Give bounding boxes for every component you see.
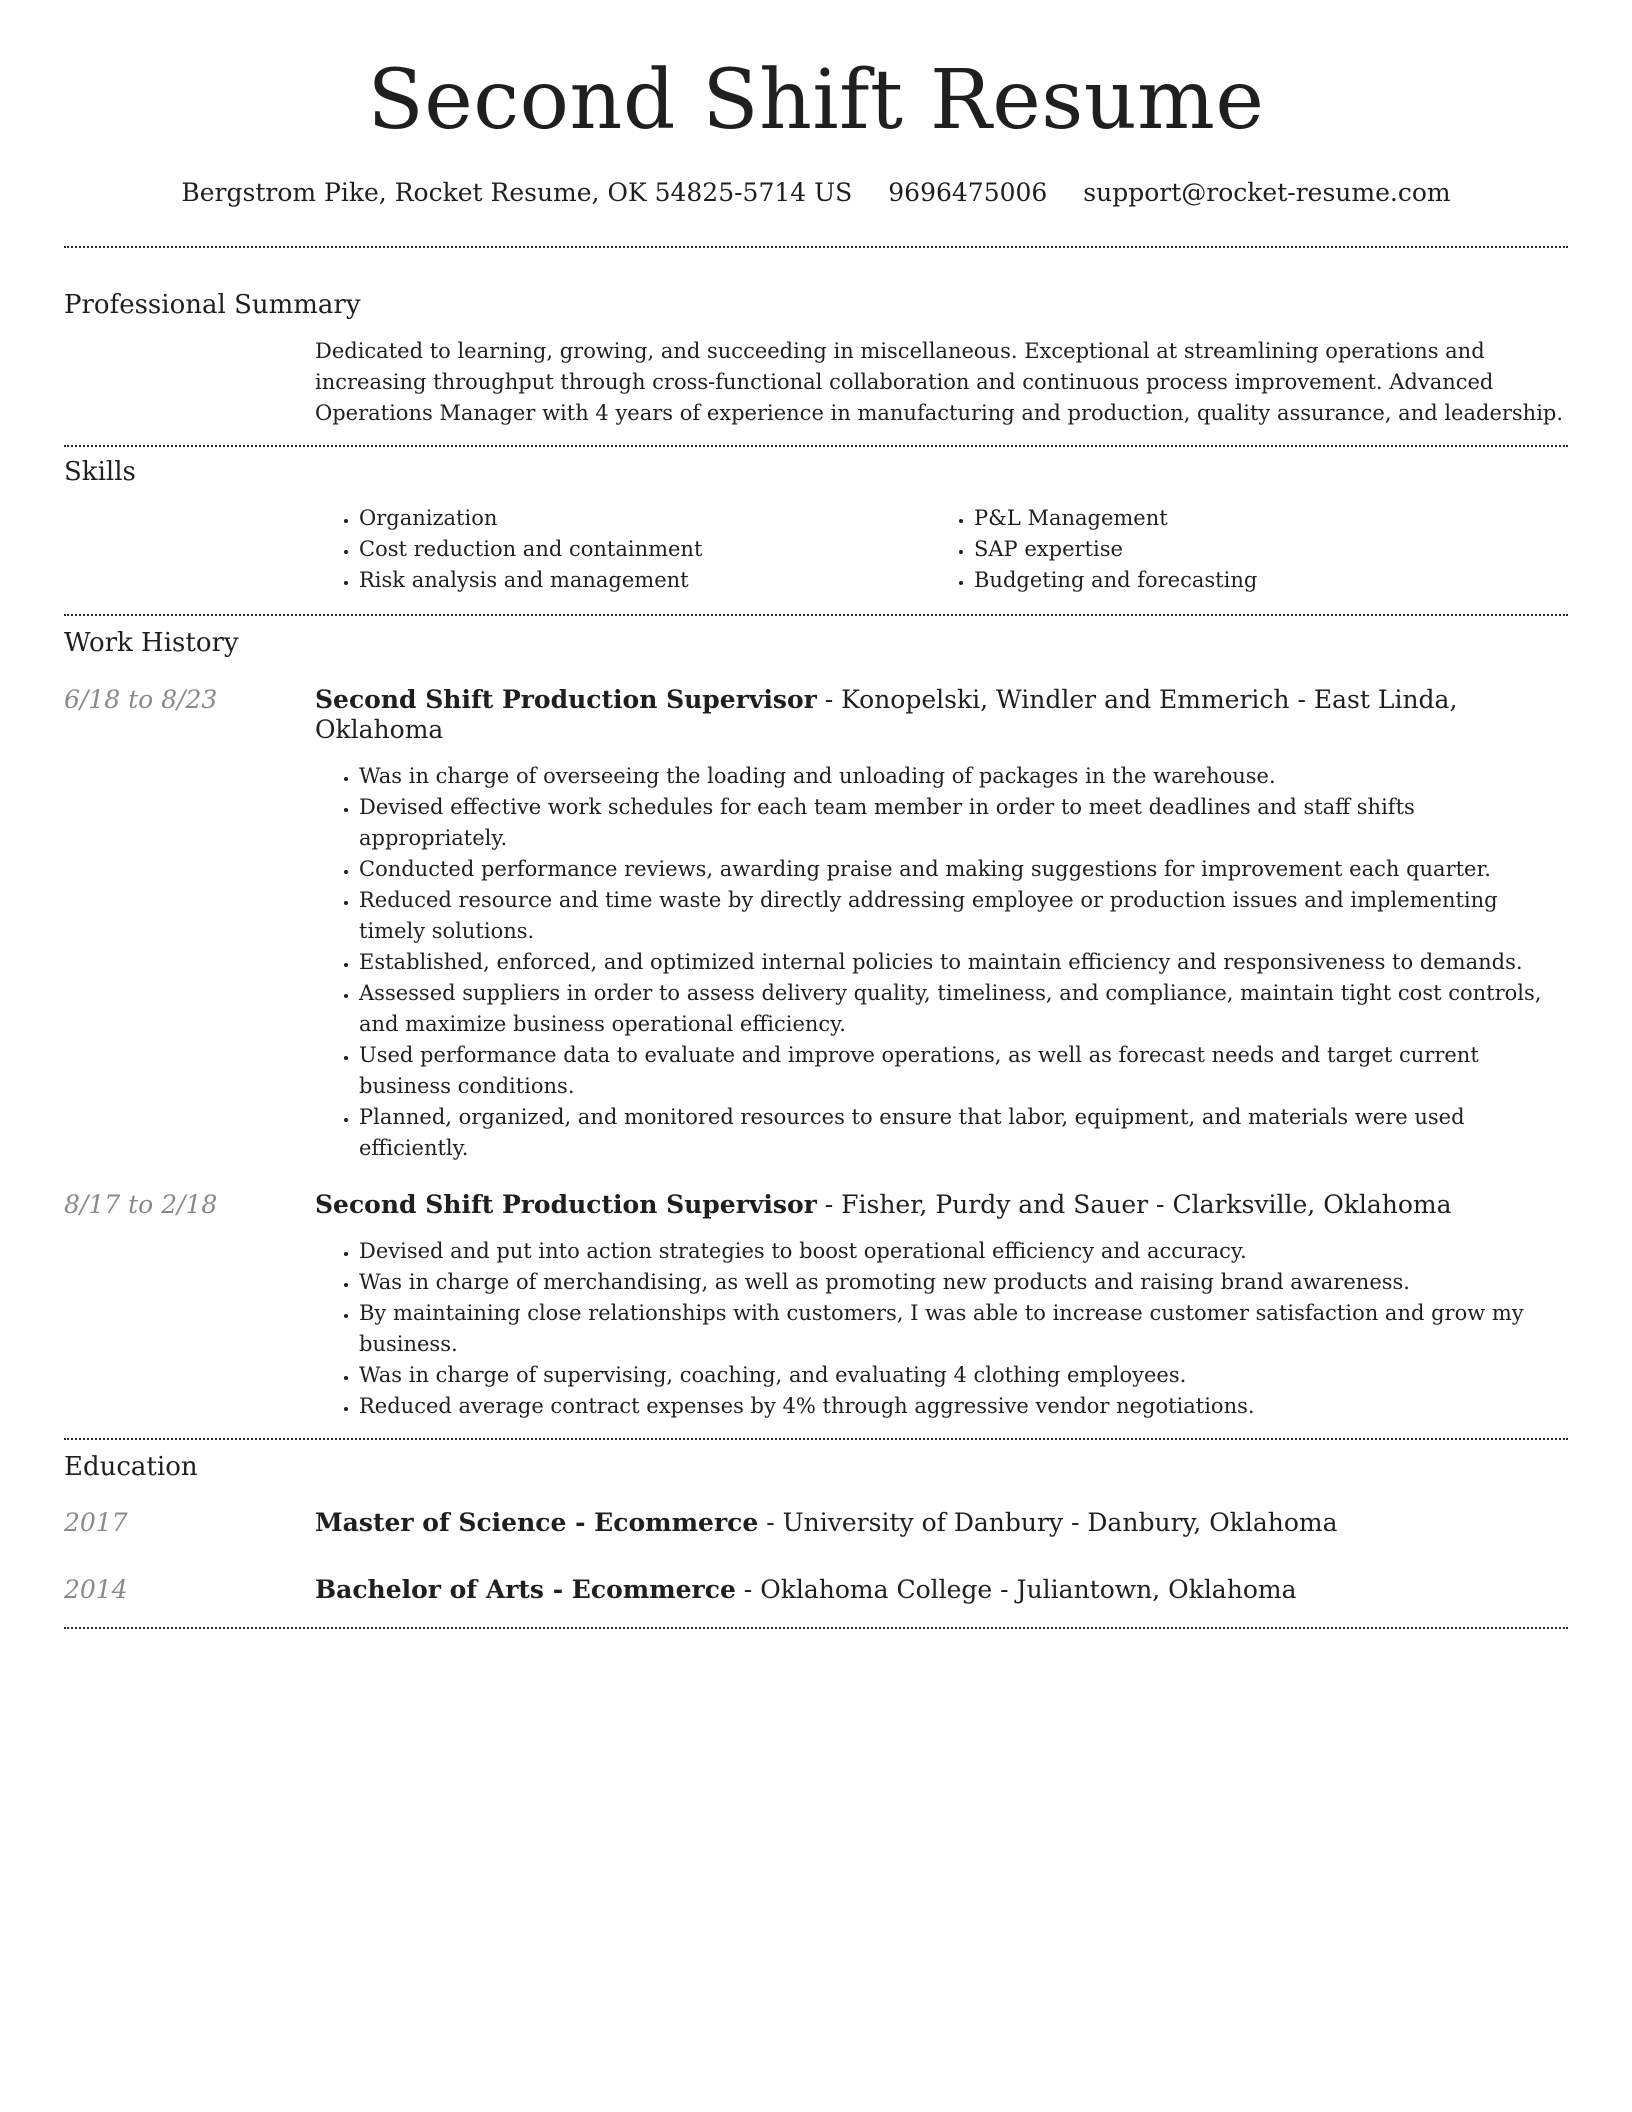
job-position: Second Shift Production Supervisor — [315, 684, 817, 714]
summary-section — [64, 290, 1568, 429]
job-duties — [315, 1236, 1568, 1422]
skill-item: • Organization — [359, 503, 930, 534]
divider — [64, 246, 1568, 248]
job-duties — [315, 761, 1568, 1164]
duty-item: • Was in charge of overseeing the loading and unloading of packages in the warehouse. — [359, 761, 1568, 792]
duty-item: • Used performance data to evaluate and improve operations, as well as forecast needs and target current business conditions. — [359, 1040, 1568, 1102]
skill-item: • SAP expertise — [974, 534, 1257, 565]
duty-item: • Reduced average contract expenses by 4% through aggressive vendor negotiations. — [359, 1391, 1568, 1422]
divider — [64, 445, 1568, 447]
skill-item: • Risk analysis and management — [359, 565, 930, 596]
education-title — [315, 1575, 1568, 1605]
job-dates: 6/18 to 8/23 — [64, 684, 218, 714]
job-entry — [64, 685, 1568, 1164]
skill-item: • Cost reduction and containment — [359, 534, 930, 565]
education-year: 2014 — [64, 1574, 128, 1604]
divider — [64, 1438, 1568, 1440]
job-dates: 8/17 to 2/18 — [64, 1189, 218, 1219]
contact-phone: 9696475006 — [888, 178, 1048, 207]
education-degree: Master of Science - Ecommerce — [315, 1507, 759, 1537]
duty-item: • Was in charge of supervising, coaching, and evaluating 4 clothing employees. — [359, 1360, 1568, 1391]
divider — [64, 1627, 1568, 1629]
contact-email: support@rocket-resume.com — [1083, 178, 1451, 207]
contact-line — [64, 178, 1568, 208]
education-school: - University of Danbury - Danbury, Oklahoma — [758, 1507, 1338, 1537]
section-title-education: Education — [64, 1451, 198, 1482]
divider — [64, 614, 1568, 616]
job-title — [315, 1190, 1568, 1220]
contact-address: Bergstrom Pike, Rocket Resume, OK 54825-5714 US — [181, 178, 853, 207]
skill-item: • Budgeting and forecasting — [974, 565, 1257, 596]
job-employer: - Konopelski, Windler and Emmerich - East Linda, Oklahoma — [315, 684, 1458, 744]
duty-item: • By maintaining close relationships with customers, I was able to increase customer satisfaction and grow my business. — [359, 1298, 1568, 1360]
job-title — [315, 685, 1568, 745]
education-section — [64, 1452, 1568, 1605]
duty-item: • Devised effective work schedules for each team member in order to meet deadlines and staff shifts appropriately. — [359, 792, 1568, 854]
education-entry — [64, 1508, 1568, 1538]
job-entry — [64, 1190, 1568, 1422]
skills-list-left — [315, 503, 930, 596]
duty-item: • Was in charge of merchandising, as well as promoting new products and raising brand awareness. — [359, 1267, 1568, 1298]
job-employer: - Fisher, Purdy and Sauer - Clarksville, Oklahoma — [816, 1189, 1452, 1219]
duty-item: • Planned, organized, and monitored resources to ensure that labor, equipment, and materials were used efficiently. — [359, 1102, 1568, 1164]
education-year: 2017 — [64, 1507, 128, 1537]
education-entry — [64, 1575, 1568, 1605]
education-degree: Bachelor of Arts - Ecommerce — [315, 1574, 736, 1604]
resume-name: Second Shift Resume — [367, 53, 1265, 148]
section-title-work-history: Work History — [64, 628, 239, 659]
education-school: - Oklahoma College - Juliantown, Oklahoma — [735, 1574, 1297, 1604]
skills-grid — [315, 503, 1568, 596]
section-title-skills: Skills — [64, 457, 136, 488]
duty-item: • Assessed suppliers in order to assess delivery quality, timeliness, and compliance, maintain tight cost controls, and maximize business operational efficiency. — [359, 978, 1568, 1040]
education-title — [315, 1508, 1568, 1538]
skills-section — [64, 457, 1568, 596]
summary-text: Dedicated to learning, growing, and succeeding in miscellaneous. Exceptional at streamlining operations and increasing throughput through cross-functional collaboration and continuous process improvement. Advanced Operations Manager with 4 years of experience in manufacturing and production, quality assurance, and leadership. — [315, 339, 1564, 426]
duty-item: • Devised and put into action strategies to boost operational efficiency and accuracy. — [359, 1236, 1568, 1267]
skill-item: • P&L Management — [974, 503, 1257, 534]
section-title-summary: Professional Summary — [64, 290, 361, 320]
duty-item: • Conducted performance reviews, awarding praise and making suggestions for improvement each quarter. — [359, 854, 1568, 885]
skills-list-right — [930, 503, 1257, 596]
duty-item: • Reduced resource and time waste by directly addressing employee or production issues and implementing timely solutions. — [359, 885, 1568, 947]
work-history-section — [64, 628, 1568, 1421]
duty-item: • Established, enforced, and optimized internal policies to maintain efficiency and responsiveness to demands. — [359, 947, 1568, 978]
job-position: Second Shift Production Supervisor — [315, 1189, 817, 1219]
